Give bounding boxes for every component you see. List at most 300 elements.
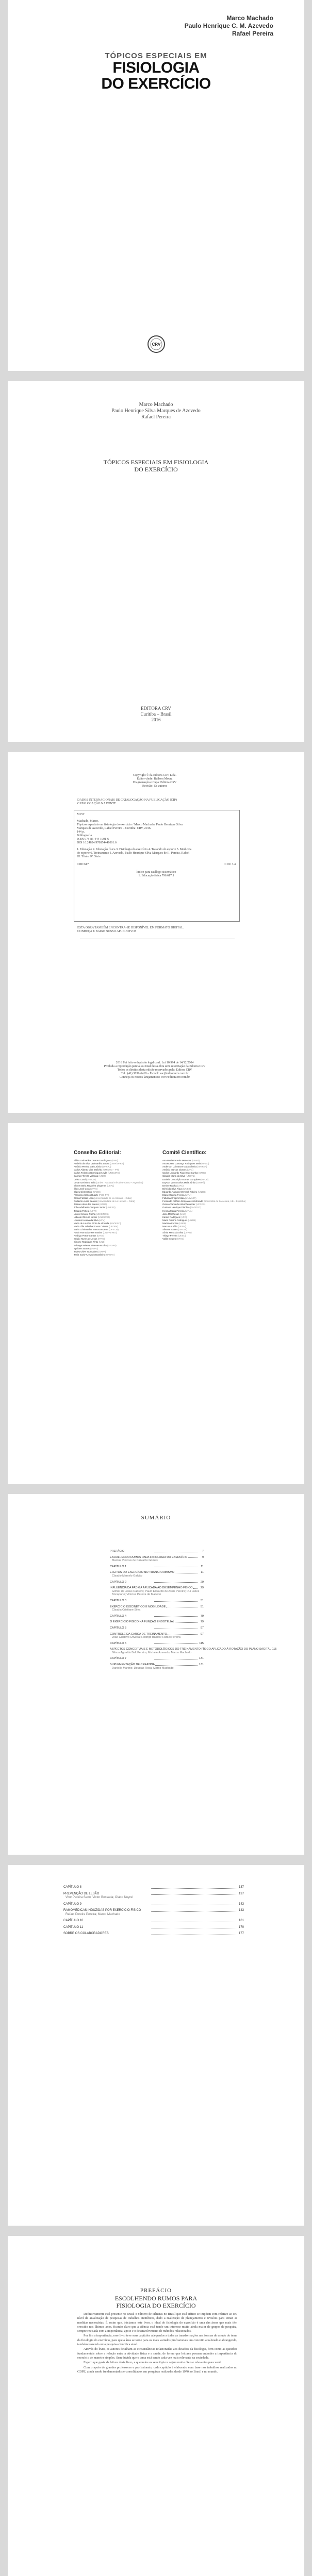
member-institution: (IFRO) (97, 1238, 105, 1241)
toc-title: ASPECTOS CONCEITUAIS E METODOLÓGICOS DO TREINAMENTO FÍSICO APLICADO À ROTAÇÃO DO PLANO SAGITAL (110, 1648, 271, 1651)
member-institution: (UFJF) (201, 1178, 209, 1181)
toc-title: ESCOLHENDO RUMOS PARA FISIOLOGIA DO EXERCÍCIO (110, 1555, 188, 1559)
toc-page-number: 170 (239, 1925, 244, 1929)
toc-page-number: 97 (200, 1632, 204, 1636)
copyright-line: Editor-chefe: Railson Moura (137, 777, 173, 781)
toc-title: CAPÍTULO 4 (110, 1614, 127, 1618)
member-name: Dirlei da Silva Fiaux (162, 1187, 183, 1190)
title-page-author: Paulo Henrique Silva Marques de Azevedo (111, 408, 201, 414)
member-name: Lídia de Oliveira Xavier (74, 1215, 97, 1218)
member-name: Jairo Marchesan (162, 1212, 179, 1215)
title-page-title (8, 459, 304, 473)
member-name: Josania Portela (74, 1209, 90, 1212)
toc-author: Claudia Cristiane Silva (112, 1608, 141, 1612)
rights-block (77, 1061, 232, 1079)
scientific-committee-list (162, 1159, 248, 1241)
toc-entry (110, 1633, 204, 1639)
toc-title: CONTROLE DA CARGA DE TREINAMENTO (110, 1632, 167, 1636)
toc-page-number: 115 (199, 1641, 204, 1645)
toc-leader (188, 1556, 198, 1558)
toc-leader (154, 1581, 198, 1583)
toc-leader (155, 1663, 198, 1666)
member-institution: (UNEB) (188, 1218, 196, 1222)
member-name: Daniela Conceição Gomes Gonçalves (162, 1178, 201, 1181)
member-institution: (UFSCar) (109, 1228, 119, 1231)
member-name: Eduardo Augusto Werneck Ribeiro (162, 1190, 198, 1193)
toc-row (110, 1550, 204, 1553)
member-name: Lourdes Helena da Silva (74, 1218, 98, 1222)
member-name: Maria Cristina Rodrigues (162, 1218, 188, 1222)
toc-entry (110, 1657, 204, 1660)
toc-leader (151, 1926, 238, 1929)
toc-title: EXERCÍCIO ISOCINÉTICO E MOBILIDADE (110, 1605, 166, 1608)
toc-entry (110, 1648, 277, 1654)
cip-content (77, 813, 236, 878)
toc-entry (110, 1550, 204, 1553)
toc-row (110, 1626, 204, 1630)
crv-logo-icon (147, 335, 166, 353)
cip-line: III. Título IV. Série. (77, 855, 102, 858)
dados-line: CATALOGAÇÃO NA FONTE (77, 802, 117, 805)
council-member (74, 1253, 159, 1257)
cover-author: Paulo Henrique C. M. Azevedo (184, 22, 273, 29)
member-institution: (UNEB) (183, 1187, 191, 1190)
toc-title: PREVENÇÃO DE LESÃO (63, 1892, 100, 1895)
toc-title: EFEITOS DO EXERCÍCIO NO TRANSFORMISMO (110, 1571, 175, 1574)
member-name: Sérgio Nunes de Jesus (74, 1238, 97, 1241)
cover-page (8, 0, 304, 371)
toc-author: Nilson Agnaldo Balt Pereira; Michele Azevedo; Marco Machado (112, 1651, 192, 1654)
toc-row (110, 1599, 204, 1603)
toc-entry (110, 1565, 204, 1569)
member-name: Fabiana Crispim Maia (162, 1197, 185, 1200)
council-page (8, 1123, 304, 1484)
toc-title: CAPÍTULO 2 (110, 1580, 127, 1584)
title-page-author: Marco Machado (139, 402, 173, 408)
member-institution: (UFSC) (176, 1238, 185, 1241)
member-institution: (PUC-PR) (98, 1194, 109, 1197)
toc-leader (151, 1892, 238, 1895)
member-name: Maria Cristina dos Santos Bezerra (74, 1228, 108, 1231)
toc-page-number: 7 (202, 1550, 204, 1553)
toc-row (63, 1926, 244, 1930)
cip-cdu: CDU 3.4 (224, 863, 236, 866)
toc-author: Gilmar de Jesus Cabrera; Paulo Eduardo de Assis Pereira; Rui Luzes Bonaparte; Vinicius Pereira de Macedo (112, 1589, 200, 1597)
member-institution: (UNIFAL-MG) (103, 1231, 117, 1234)
member-name: Gustavo Henrique Dionísio (162, 1206, 190, 1209)
member-institution: (UFOPA) (105, 1253, 115, 1256)
publisher-name: EDITORA CRV (141, 706, 171, 711)
member-institution: (UNIEURO) (108, 1172, 120, 1175)
cip-line: Bibliografia (77, 834, 92, 837)
toc-title: CAPÍTULO 6 (110, 1641, 127, 1645)
prefacio-heading: PREFÁCIO (140, 2287, 172, 2294)
toc-row (110, 1663, 204, 1667)
toc-title: CAPÍTULO 5 (110, 1626, 127, 1630)
member-institution: (UNIFAL) (186, 1175, 195, 1178)
cover-title (8, 60, 304, 92)
editorial-council-list (74, 1159, 159, 1257)
member-name: Leonel Severo Rocha (74, 1212, 96, 1215)
contact-line: Tel.: (41) 3039-6418 – E-mail: sac@editoracrv.com.br (121, 1072, 189, 1075)
member-institution: (UNISINOS) (96, 1212, 109, 1215)
member-institution: (UFRN) (184, 1231, 192, 1234)
cip-line: 144 p. (77, 831, 85, 834)
toc-page-number: 115 (272, 1648, 277, 1651)
member-name: Cesar Gerónimo Tello (74, 1181, 96, 1184)
sumario-heading: SUMÁRIO (141, 1515, 171, 1521)
toc-page-number: 51 (200, 1605, 204, 1608)
member-name: Ana Maria Ferreira Menezes (162, 1159, 191, 1162)
toc-title: O EXERCÍCIO FÍSICO NA FUNÇÃO ENDOTELIAL (110, 1620, 175, 1624)
toc-row (110, 1565, 204, 1569)
member-institution: (UFOPA) (109, 1225, 119, 1228)
member-institution: (UFOPA) (107, 1244, 117, 1247)
toc-page-number: 137 (239, 1886, 244, 1889)
member-name: Dayson Vasconcelos Maia Júnior (162, 1181, 196, 1184)
paragraph: Por fim a importância, esse livro teve seus capítulos adequados a todas as transformações nas formas de estudo do tema da fisiologia do exercício, para que a área se torne para os mais variados profissionais um conceito atualizado e abrangendo, também trazendo uma pesquisa científica atual. (77, 2334, 237, 2347)
member-institution: (UFFS) (90, 1187, 98, 1190)
member-name: Valdir Borges (162, 1238, 176, 1241)
toc-page-number: 143 (239, 1909, 244, 1912)
table-of-contents-continued (63, 1886, 244, 1939)
toc-row (110, 1571, 204, 1574)
toc-page-number: 131 (199, 1657, 204, 1660)
toc-row (110, 1642, 204, 1646)
toc-leader (154, 1599, 198, 1602)
paragraph: Espero que goste da leitura deste livro, e que todos os seus tópicos sejam muito úteis e relevantes para você. (84, 2361, 222, 2365)
member-institution: (UNEB) (92, 1190, 101, 1193)
member-institution: (UFRRJ) (102, 1165, 111, 1168)
toc-row (110, 1648, 277, 1651)
toc-entry (63, 1886, 244, 1890)
toc-author: Marcus Vinicius de Carvalho Gomes (112, 1559, 158, 1563)
toc-author: Vitor Pereira Sano; Victor Bessada; Olabo Neyrel (65, 1896, 133, 1899)
table-of-contents (110, 1550, 277, 1672)
toc-row (63, 1932, 244, 1936)
member-institution: (UFRGS) (196, 1203, 206, 1206)
toc-leader (154, 1657, 198, 1659)
title-page-publisher (8, 706, 304, 723)
rights-line: 2016 Foi feito o depósito legal conf. Lei 10.994 de 14/12/2004 (116, 1061, 194, 1064)
cover-authors (185, 14, 273, 38)
member-institution: (UNEB) (191, 1159, 200, 1162)
member-institution: (FAGDOC) (190, 1206, 202, 1209)
toc-author: Danielle Martins; Douglas Rosa; Marco Machado (112, 1666, 174, 1670)
cip-line: Marques de Azevedo, Rafael Pereira – Curitiba: CRV, 2016. (77, 827, 152, 830)
cip-line: ISBN 978-85-444-1001-6 (77, 838, 109, 841)
toc-leader (154, 1626, 198, 1629)
toc-page-number: 131 (199, 1663, 204, 1667)
member-institution: (UNIR) (98, 1175, 106, 1178)
paragraph: Com o apoio de grandes professores e profissionais, cada capítulo é elaborado com base nos trabalhos realizados no CDPE, ainda sendo fundamentados e consolidados em pesquisas realizadas desde 1970 no Brasil e no mundo. (77, 2365, 237, 2374)
toc-entry (110, 1571, 204, 1578)
member-institution: (Universitat de Barcelona, UB – Espanha) (203, 1200, 246, 1203)
toc-title: CAPÍTULO 7 (110, 1657, 127, 1660)
member-name: Marcos Aurélio (162, 1225, 178, 1228)
toc-page-number: 137 (239, 1892, 244, 1895)
toc-row (110, 1556, 204, 1560)
member-name: Elione Maria Nogueira Diogenes (74, 1184, 107, 1187)
toc-title: SOBRE OS COLABORADORES (63, 1932, 109, 1935)
toc-leader (151, 1932, 238, 1935)
toc-row (110, 1615, 204, 1618)
member-name: Antônio Marcos Chaves (162, 1168, 187, 1172)
member-institution: (UFC) (187, 1168, 193, 1172)
prefacio-body (77, 2312, 237, 2375)
member-institution: (UFRJ) (99, 1203, 107, 1206)
toc-row (63, 1903, 244, 1907)
toc-title: SUPLEMENTAÇÃO DE CREATINA (110, 1663, 155, 1667)
toc-row (110, 1586, 204, 1590)
toc-leader (168, 1633, 198, 1635)
member-institution: (UNIEURO) (97, 1215, 110, 1218)
toc-title: RAMOMÉDICAS INDUZIDAS POR EXERCÍCIO FÍSICO (63, 1909, 141, 1912)
toc-title: CAPÍTULO 9 (63, 1902, 82, 1906)
member-institution: (UFLA) (185, 1209, 193, 1212)
toc-leader (175, 1571, 198, 1573)
toc-entry (110, 1626, 204, 1630)
member-name: Gelson Vanderlei Weschenfelder (162, 1203, 195, 1206)
member-institution: (UFPI) (90, 1209, 97, 1212)
cip-line: 1. Educação física 796.617.1 (138, 874, 174, 877)
member-institution: (UNIFAP) (197, 1165, 207, 1168)
member-institution: (UMINHO – PT) (102, 1168, 119, 1172)
member-institution: (UFSM) (178, 1225, 186, 1228)
toc-page-number: 143 (239, 1902, 244, 1906)
prefacio-title-line: FISIOLOGIA DO EXERCÍCIO (116, 2302, 196, 2309)
toc-page-number: 79 (200, 1620, 204, 1624)
contact-line: Conheça os nossos lançamentos: www.editoracrv.com.br (119, 1076, 190, 1079)
dados-header (77, 799, 232, 806)
toc-leader (154, 1642, 198, 1645)
toc-leader (154, 1615, 198, 1617)
copyright-line: Revisão: Os autores (142, 785, 167, 788)
member-institution: (Universidade de La Havana – Cuba) (94, 1197, 132, 1200)
prefacio-title-line: ESCOLHENDO RUMOS PARA (114, 2295, 198, 2302)
member-institution: (UFPA) (98, 1250, 106, 1253)
member-name: Tania Suely Azevedo Brasileiro (74, 1253, 105, 1256)
toc-leader (166, 1605, 198, 1608)
cip-line: 1. Educação 2. Educação física 3. Fisiologia do exercício 4. Tratando do esporte 5. Medicina (77, 848, 192, 851)
cover-author: Marco Machado (226, 14, 273, 22)
toc-entry (110, 1642, 204, 1646)
toc-page-number: 161 (239, 1919, 244, 1922)
member-institution: (UNIVASF) (185, 1197, 196, 1200)
member-institution: (UFSC) (201, 1162, 209, 1165)
member-institution: (UFU) (185, 1194, 191, 1197)
member-name: Carlos Leonardo Figueiredo Cunha (162, 1172, 198, 1175)
member-name: Claudia Maria da Silva (162, 1175, 185, 1178)
member-name: Solange Helena Ximenes-Rocha (74, 1244, 107, 1247)
toc-author: João Gustavo Oliveira; Rodrigo Bastos; Rafael Pereira (112, 1636, 180, 1639)
cover-subtitle: TÓPICOS ESPECIAIS EM (105, 52, 207, 60)
cip-line: do esporte 6. Treinamento I. Azevedo, Paulo Henrique Silva Marques de II. Pereira, Rafael (77, 852, 190, 855)
toc-author: Claudio Marcelo Galvão (112, 1574, 142, 1578)
cip-line: Tópicos especiais em fisiologia do exercício / Marco Machado, Paulo Henrique Silva (77, 823, 183, 826)
toc-title: PREFÁCIO (110, 1550, 125, 1553)
member-name: Mariana Ferrão (162, 1222, 178, 1225)
member-institution: (UNEB) (198, 1190, 206, 1193)
toc-leader (151, 1903, 238, 1906)
title-line: TÓPICOS ESPECIAIS EM FISIOLOGIA (103, 459, 209, 466)
member-institution: (UFES) (96, 1234, 105, 1238)
toc-entry (63, 1926, 244, 1930)
toc-entry (110, 1599, 204, 1603)
member-name: Ana Rosete Camargo Rodrigues Maia (162, 1162, 201, 1165)
toc-page-number: 29 (200, 1580, 204, 1584)
member-name: Tadeu Oliver Gonçalves (74, 1250, 98, 1253)
catalog-page (8, 752, 304, 1113)
toc-entry (110, 1615, 204, 1618)
member-institution: (UFSCar) (86, 1178, 96, 1181)
paragraph: Definitivamente está presente no Brasil o número de ciências no Brasil que está crítico se impõem com relativo ao seu nível de atualização de pesquisas de trabalhos científicos, dado a realização de planejamento e revisões para tomar as medidas necessárias. É assim que, iniciamos este livro, o ideal de fisiologia do exercício é uma das áreas que mais têm crescido nos últimos anos, ficando claro que a ciência está tendo um interesse muito ainda maior de grupos de pesquisa, sempre revisada com a importância, apoio e o desenvolvimento de métodos relacionados. (77, 2312, 237, 2333)
toc-entry (63, 1892, 244, 1900)
prefacio-title (8, 2295, 304, 2309)
member-name: Carmen Tereza Velanga (74, 1175, 98, 1178)
member-institution: (UFRJ) (198, 1172, 206, 1175)
toc-entry (110, 1586, 204, 1597)
toc-entry (110, 1663, 204, 1670)
member-name: Sydione Santos (74, 1247, 90, 1250)
member-name: Karine Rodrigues (162, 1215, 180, 1218)
toc-row (110, 1620, 204, 1624)
registry-block (77, 926, 232, 934)
toc-entry (110, 1605, 204, 1612)
scientific-committee-title: Comitê Científico: (162, 1150, 207, 1156)
member-name: Gloria Fariñas León (74, 1197, 94, 1200)
toc-page-number: 9 (202, 1555, 204, 1559)
dados-line: DADOS INTERNACIONAIS DE CATALOGAÇÃO NA PUBLICAÇÃO (CIP) (77, 799, 177, 802)
cip-line: DOI 10.24824/978854441001.6 (77, 841, 117, 844)
member-institution: (UESC) (178, 1234, 186, 1238)
crv-logo-text: CRV (152, 342, 161, 347)
member-institution: (UNB) (111, 1159, 118, 1162)
toc-leader (154, 1550, 198, 1552)
toc-entry (110, 1581, 204, 1584)
rights-line: Todos os direitos desta edição reservados pela: Editora CRV (117, 1069, 192, 1072)
toc-leader (154, 1565, 198, 1568)
member-name: Helena Maria Ferreira (162, 1209, 185, 1212)
member-institution: (UNOESC) (109, 1222, 121, 1225)
member-name: Andréia da Silva Quintanilha Sousa (74, 1162, 110, 1165)
member-institution: (UNESP) (106, 1206, 116, 1209)
toc-title: INFLUÊNCIA DA FADIGA APLICADA AO DESEMPENHO FÍSICO (110, 1586, 193, 1590)
toc-page-number: 79 (200, 1614, 204, 1618)
toc-entry (63, 1903, 244, 1907)
toc-title: CAPÍTULO 10 (63, 1919, 84, 1922)
toc-title: CAPÍTULO 11 (63, 1925, 83, 1929)
toc-row (110, 1605, 204, 1609)
registry-line: ESTA OBRA TAMBÉM ENCONTRA-SE DISPONÍVEL EM FORMATO DIGITAL. (77, 926, 184, 929)
copyright-line: Copyright © da Editora CRV Ltda. (133, 774, 176, 777)
member-name: Paulo Romualdo Hernandes (74, 1231, 103, 1234)
toc-leader (151, 1919, 238, 1922)
paragraph: Através do livro, os autores detalham as circunstâncias relacionadas aos desafios da fisiologia, bem como as questões fundamentais sobre a relação entre a atividade física e a saúde, de forma que leitores possam entender a importância do exercício de maneira simples. Sem dúvida que o tema está sendo cada vez mais relevante na sociedade. (77, 2347, 237, 2360)
member-institution: (UFC) (180, 1215, 187, 1218)
member-institution: (UEPG) (90, 1247, 98, 1250)
member-name: Élsio José Corá (74, 1187, 90, 1190)
member-name: Guillermo Arias Beatón (74, 1200, 97, 1203)
toc-leader (151, 1886, 238, 1889)
member-name: Francisco Carlos Duarte (74, 1194, 98, 1197)
member-name: Silvana Soares (162, 1228, 178, 1231)
toc-leader (175, 1620, 198, 1623)
toc-page-number: 11 (201, 1565, 204, 1568)
toc-entry (63, 1919, 244, 1923)
member-name: Sônia Maria da Silva (162, 1231, 184, 1234)
cover-title-line: FISIOLOGIA (112, 59, 200, 76)
publisher-year: 2016 (151, 717, 161, 722)
member-institution: (UNIR/UFRN) (110, 1162, 124, 1165)
member-institution: (Universidade de La Havana – Cuba) (97, 1200, 135, 1203)
member-name: Carlos Federico Dominguez Avila (74, 1172, 107, 1175)
toc-page-number: 11 (201, 1571, 204, 1574)
member-name: Celso Conti (74, 1178, 86, 1181)
member-name: Antônio Pereira Gaio Júnior (74, 1165, 102, 1168)
toc-title: CAPÍTULO 8 (63, 1886, 82, 1889)
toc-entry (63, 1932, 244, 1936)
member-name: Denise Rocha (162, 1184, 177, 1187)
toc-entry (110, 1620, 204, 1624)
toc-author: Rafael Pereira Pereira; Marco Machado (65, 1912, 120, 1916)
toc-row (63, 1909, 244, 1913)
prefacio-page (8, 2236, 304, 2576)
member-name: Maria Lília Imbiriba Sousa Colares (74, 1225, 109, 1228)
toc-entry (110, 1556, 204, 1563)
cip-line: Machado, Marco. (77, 820, 99, 823)
title-page (8, 381, 304, 742)
registry-line: CONHEÇA E BAIXE NOSSO APLICATIVO! (77, 930, 136, 933)
cip-line: M15T (77, 813, 85, 816)
member-institution: (UFV) (99, 1218, 105, 1222)
toc-row (110, 1633, 204, 1636)
member-institution: (UFC) (177, 1184, 184, 1187)
sumario-page (8, 1494, 304, 1855)
member-name: Carlos Alberto Vilar Estêvão (74, 1168, 102, 1172)
member-name: Simone Rodrigues Pinto (74, 1241, 98, 1244)
toc-row (110, 1657, 204, 1660)
title-page-authors (8, 402, 304, 420)
toc-entry (63, 1909, 244, 1917)
member-name: João Adalberto Campato Junior (74, 1206, 106, 1209)
toc-row (63, 1886, 244, 1890)
toc-row (63, 1919, 244, 1923)
toc-row (110, 1581, 204, 1584)
toc-row (63, 1892, 244, 1896)
cover-title-line: DO EXERCÍCIO (101, 75, 211, 92)
member-name: Aldira Guimarães Duarte Domínguez (74, 1159, 111, 1162)
member-institution: (UNEB) (178, 1222, 187, 1225)
toc-leader (151, 1909, 238, 1912)
member-name: Fernando Antônio Gonçalves Alcoforado (162, 1200, 203, 1203)
rights-line: Proibida a reprodução parcial ou total desta obra sem autorização da Editora CRV (104, 1065, 206, 1068)
toc-title: CAPÍTULO 3 (110, 1599, 127, 1602)
toc-title: CAPÍTULO 1 (110, 1565, 127, 1568)
toc-page-number: 97 (200, 1626, 204, 1630)
title-line: DO EXERCÍCIO (134, 466, 178, 473)
title-page-author: Rafael Pereira (141, 414, 171, 420)
toc-page-number: 177 (239, 1932, 244, 1935)
member-institution: (UNIJUÍ) (178, 1228, 187, 1231)
cip-line: Índice para catálogo sistemático (136, 871, 176, 874)
member-institution: (UnC) (179, 1212, 186, 1215)
editorial-council-title: Conselho Editorial: (74, 1150, 121, 1156)
council-member (162, 1238, 248, 1241)
member-name: Elizeu Clementino (74, 1190, 92, 1193)
cip-cdd: CDD 617 (77, 863, 89, 866)
member-institution: (UFAL) (107, 1184, 114, 1187)
